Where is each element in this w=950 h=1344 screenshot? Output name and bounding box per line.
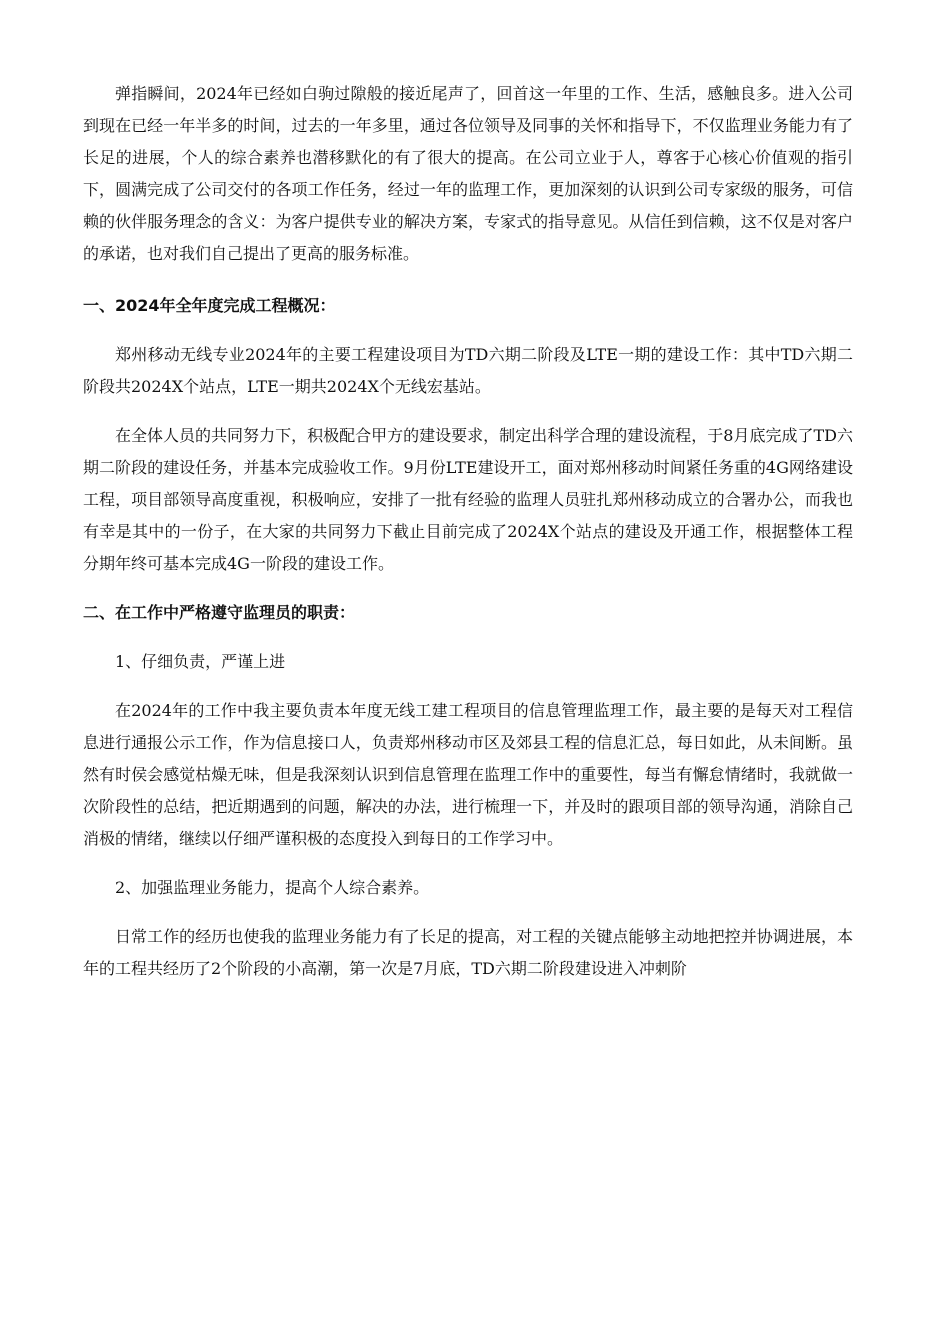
section-heading-1: 一、2024年全年度完成工程概况：: [83, 296, 336, 315]
list-item-2: 2、加强监理业务能力，提高个人综合素养。: [115, 878, 430, 897]
paragraph-project-overview: 郑州移动无线专业2024年的主要工程建设项目为TD六期二阶段及LTE一期的建设工作：其中TD六期二阶段共2024X个站点，LTE一期共2024X个无线宏基站。: [83, 345, 853, 396]
intro-paragraph: 弹指瞬间，2024年已经如白驹过隙般的接近尾声了，回首这一年里的工作、生活，感触良多。进入公司到现在已经一年半多的时间，过去的一年多里，通过各位领导及同事的关怀和指导下，不仅监理业务能力有了长足的进展，个人的综合素养也潜移默化的有了很大的提高。在公司立业于人，尊客于心核心价值观的指引下，圆满完成了公司交付的各项工作任务，经过一年的监理工作，更加深刻的认识到公司专家级的服务，可信赖的伙伴服务理念的含义：为客户提供专业的解决方案，专家式的指导意见。从信任到信赖，这不仅是对客户的承诺，也对我们自己提出了更高的服务标准。: [83, 84, 853, 263]
list-item-1: 1、仔细负责，严谨上进: [115, 652, 286, 671]
paragraph-progress: 在全体人员的共同努力下，积极配合甲方的建设要求，制定出科学合理的建设流程，于8月底完成了TD六期二阶段的建设任务，并基本完成验收工作。9月份LTE建设开工，面对郑州移动时间紧任务重的4G网络建设工程，项目部领导高度重视，积极响应，安排了一批有经验的监理人员驻扎郑州移动成立的合署办公，而我也有幸是其中的一份子，在大家的共同努力下截止目前完成了2024X个站点的建设及开通工作，根据整体工程分期年终可基本完成4G一阶段的建设工作。: [83, 426, 853, 573]
document-page: [83, 78, 853, 985]
paragraph-skills: 日常工作的经历也使我的监理业务能力有了长足的提高，对工程的关键点能够主动地把控并协调进展，本年的工程共经历了2个阶段的小高潮，第一次是7月底，TD六期二阶段建设进入冲刺阶: [83, 927, 853, 978]
paragraph-info-management: 在2024年的工作中我主要负责本年度无线工建工程项目的信息管理监理工作，最主要的是每天对工程信息进行通报公示工作，作为信息接口人，负责郑州移动市区及郊县工程的信息汇总，每日如此，从未间断。虽然有时侯会感觉枯燥无味，但是我深刻认识到信息管理在监理工作中的重要性，每当有懈怠情绪时，我就做一次阶段性的总结，把近期遇到的问题，解决的办法，进行梳理一下，并及时的跟项目部的领导沟通，消除自己消极的情绪，继续以仔细严谨积极的态度投入到每日的工作学习中。: [83, 701, 853, 848]
section-heading-2: 二、在工作中严格遵守监理员的职责：: [83, 603, 356, 622]
